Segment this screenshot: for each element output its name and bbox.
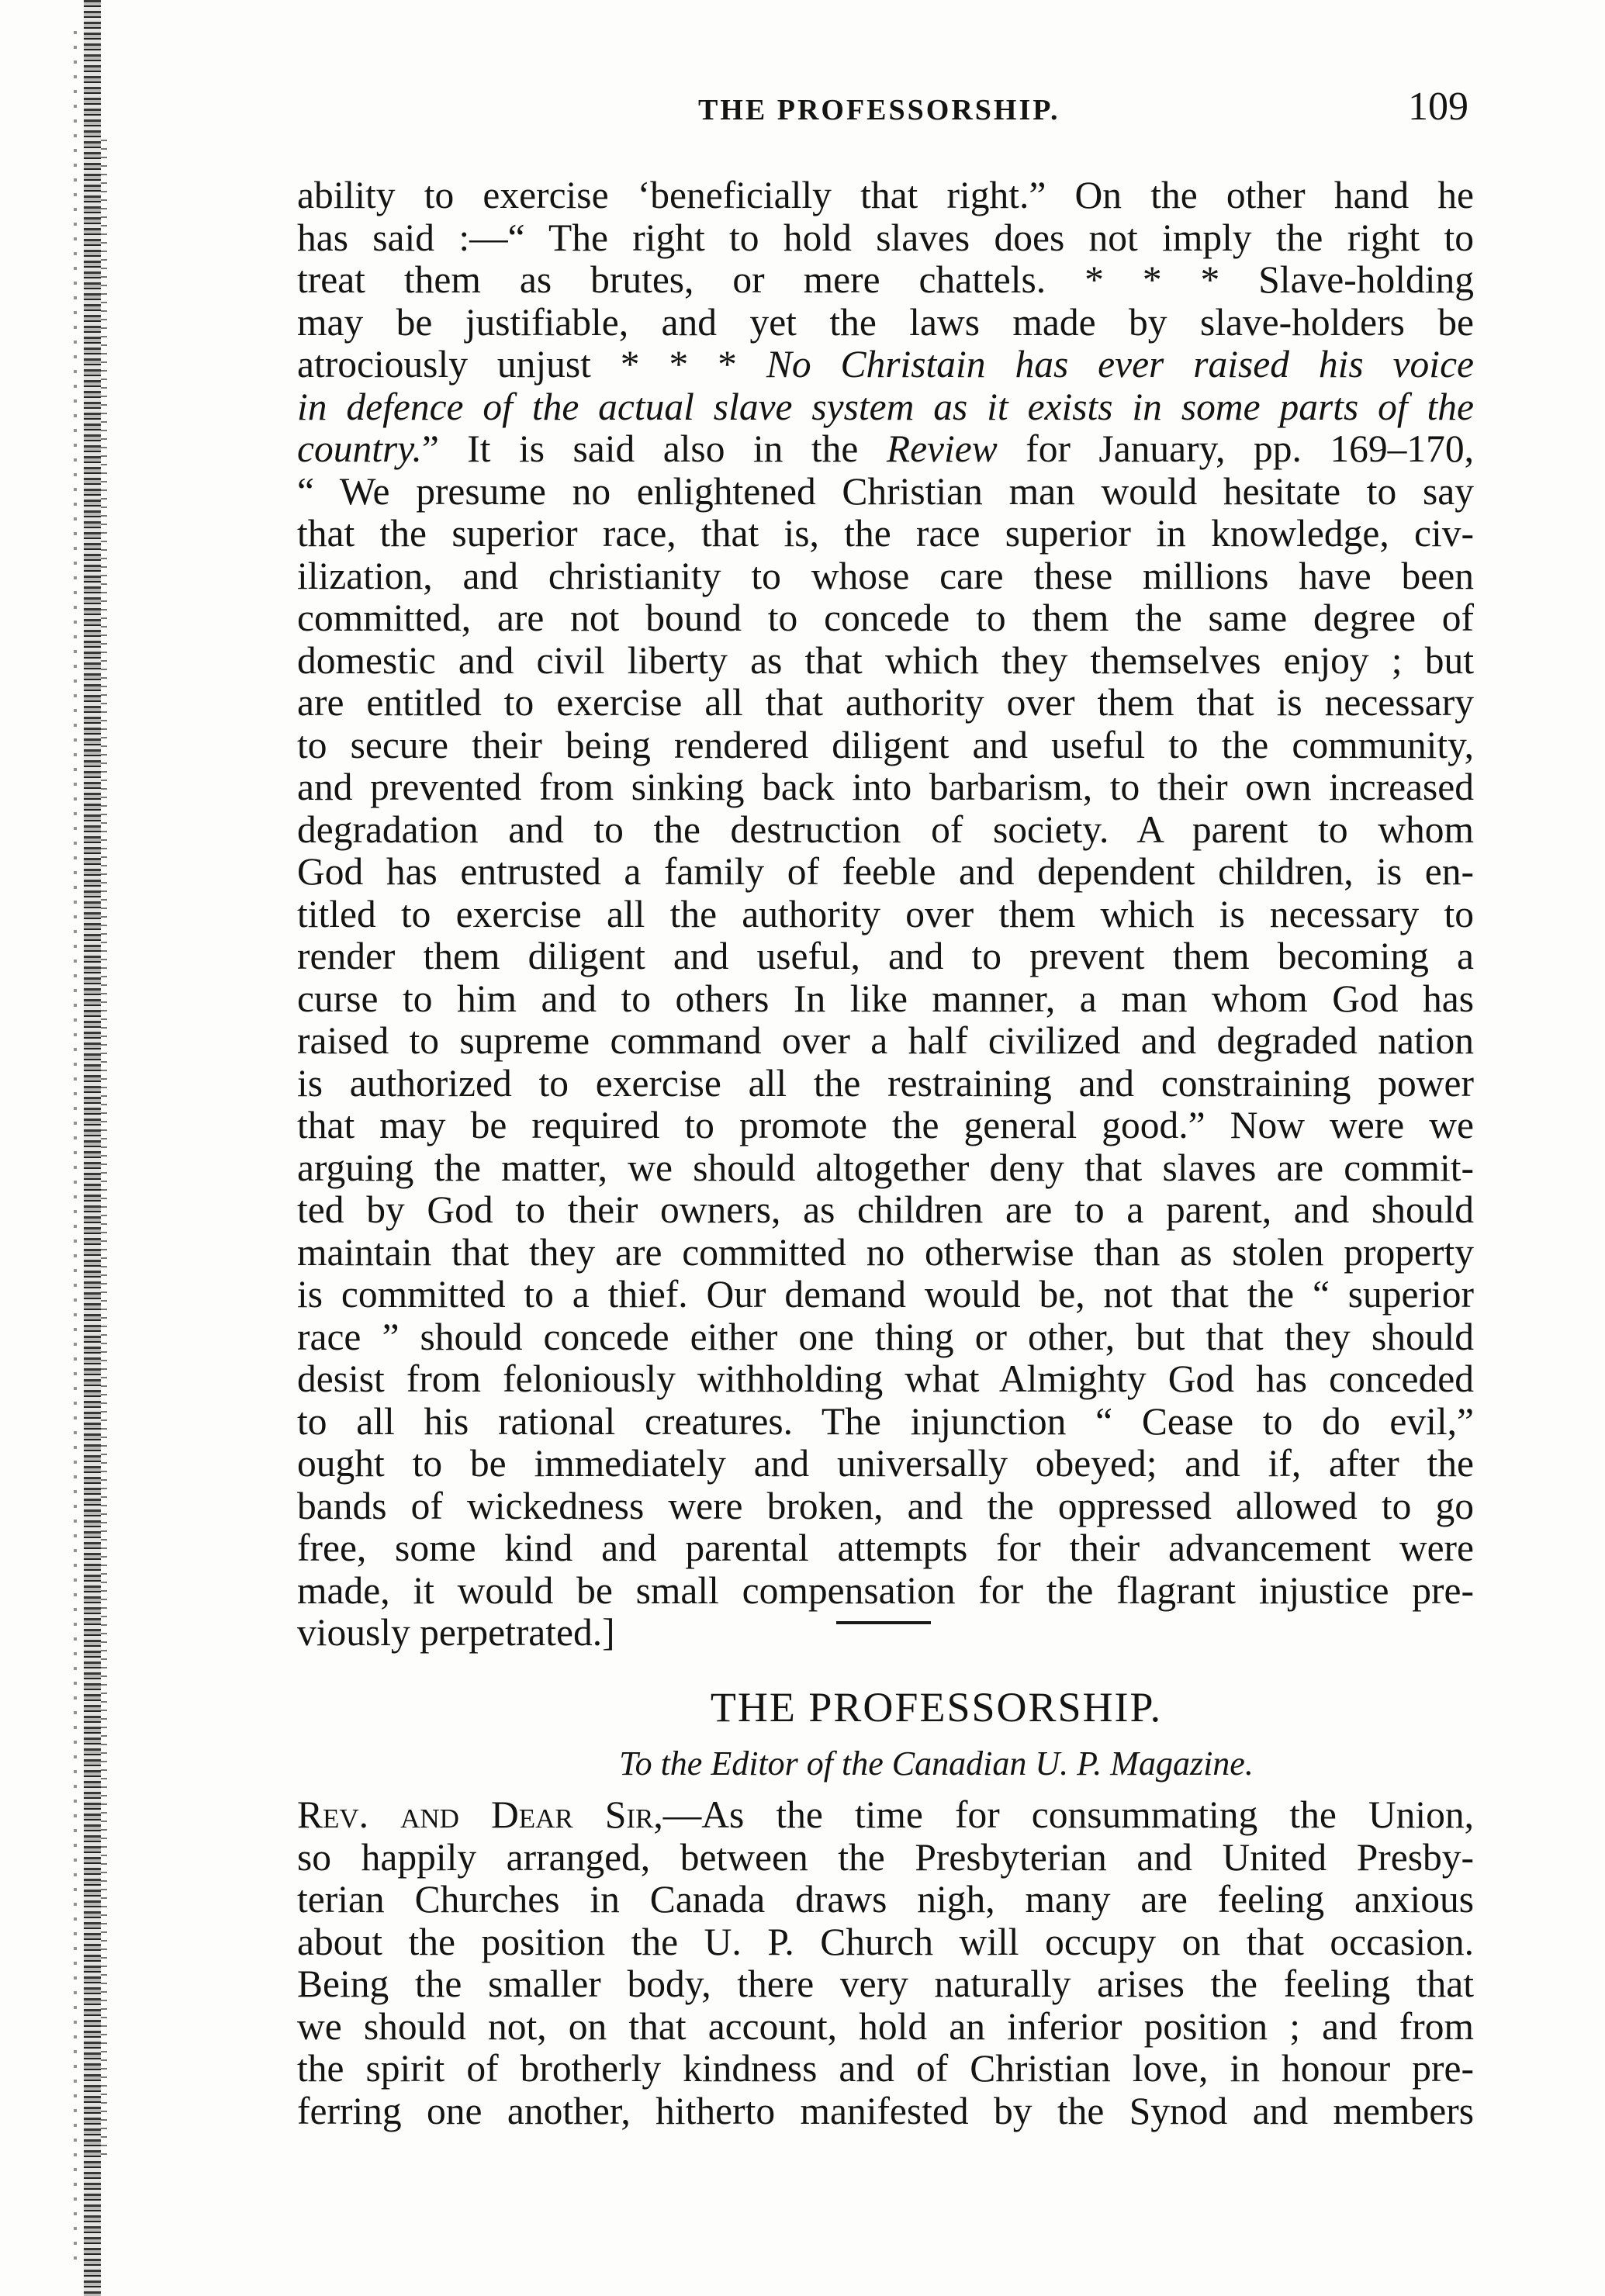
page-number: 109 bbox=[1408, 85, 1468, 129]
text-line: and prevented from sinking back into barbarism, to their own increased bbox=[297, 766, 1474, 808]
text-line: ferring one another, hitherto manifested by the Synod and members bbox=[297, 2090, 1474, 2132]
binding-shadow bbox=[74, 31, 77, 2265]
text-line: desist from feloniously withholding what Almighty God has conceded bbox=[297, 1358, 1474, 1400]
text-line: ability to exercise ‘beneficially that right.” On the other hand he bbox=[297, 175, 1474, 216]
text-line: to secure their being rendered diligent and useful to the community, bbox=[297, 724, 1474, 766]
text-line: to all his rational creatures. The injunction “ Cease to do evil,” bbox=[297, 1400, 1474, 1443]
salutation: Rev. and Dear Sir, bbox=[297, 1794, 663, 1836]
text-line: has said :—“ The right to hold slaves does not imply the right to bbox=[297, 216, 1474, 259]
text-line: ted by God to their owners, as children are to a parent, and should bbox=[297, 1189, 1474, 1231]
text-line: titled to exercise all the authority over them which is necessary to bbox=[297, 893, 1474, 935]
text-line: domestic and civil liberty as that which they themselves enjoy ; but bbox=[297, 639, 1474, 682]
binding-edge bbox=[84, 0, 101, 2296]
letter-dedication: To the Editor of the Canadian U. P. Magazine. bbox=[619, 1744, 1254, 1783]
text-line: maintain that they are committed no otherwise than as stolen property bbox=[297, 1231, 1474, 1274]
binding-edge-inner bbox=[101, 140, 107, 2156]
text-line: we should not, on that account, hold an inferior position ; and from bbox=[297, 2005, 1474, 2048]
text-line: race ” should concede either one thing or other, but that they should bbox=[297, 1316, 1474, 1358]
text-line: that may be required to promote the general good.” Now were we bbox=[297, 1105, 1474, 1146]
paragraph-slavery-quote bbox=[297, 175, 1474, 1655]
text-line: viously perpetrated.] bbox=[297, 1612, 615, 1654]
text-line: may be justifiable, and yet the laws made by slave-holders be bbox=[297, 301, 1474, 344]
text-line: in defence of the actual slave system as it exists in some parts of the bbox=[297, 386, 1474, 428]
text-line: country.” It is said also in the Review for January, pp. 169–170, bbox=[297, 428, 1474, 470]
section-title: THE PROFESSORSHIP. bbox=[710, 1684, 1163, 1731]
text-line: treat them as brutes, or mere chattels. * * * Slave-holding bbox=[297, 259, 1474, 301]
paragraph-letter bbox=[297, 1794, 1474, 2132]
text-line: free, some kind and parental attempts for their advancement were bbox=[297, 1527, 1474, 1569]
text-line: so happily arranged, between the Presbyterian and United Presby- bbox=[297, 1836, 1474, 1879]
text-line: curse to him and to others In like manner, a man whom God has bbox=[297, 977, 1474, 1020]
text-line: “ We presume no enlightened Christian man would hesitate to say bbox=[297, 470, 1474, 513]
text-line: ought to be immediately and universally obeyed; and if, after the bbox=[297, 1443, 1474, 1485]
text-line: Being the smaller body, there very naturally arises the feeling that bbox=[297, 1963, 1474, 2005]
text-line: about the position the U. P. Church will occupy on that occasion. bbox=[297, 1921, 1474, 1963]
text-line: are entitled to exercise all that authority over them that is necessary bbox=[297, 682, 1474, 724]
text-line: God has entrusted a family of feeble and dependent children, is en- bbox=[297, 851, 1474, 893]
text-line: Rev. and Dear Sir,—As the time for consummating the Union, bbox=[297, 1794, 1474, 1836]
section-divider-rule bbox=[836, 1621, 931, 1624]
text-line: degradation and to the destruction of society. A parent to whom bbox=[297, 808, 1474, 851]
text-line: atrociously unjust * * * No Christain has ever raised his voice bbox=[297, 344, 1474, 386]
text-line: the spirit of brotherly kindness and of Christian love, in honour pre- bbox=[297, 2048, 1474, 2090]
text-line: that the superior race, that is, the race superior in knowledge, civ- bbox=[297, 513, 1474, 555]
text-line: committed, are not bound to concede to them the same degree of bbox=[297, 597, 1474, 639]
text-line: made, it would be small compensation for the flagrant injustice pre- bbox=[297, 1569, 1474, 1612]
running-head: THE PROFESSORSHIP. bbox=[698, 94, 1060, 126]
text-line: is committed to a thief. Our demand would be, not that the “ superior bbox=[297, 1274, 1474, 1316]
text-line: raised to supreme command over a half civilized and degraded nation bbox=[297, 1020, 1474, 1062]
text-line: ilization, and christianity to whose care these millions have been bbox=[297, 555, 1474, 597]
text-line: is authorized to exercise all the restraining and constraining power bbox=[297, 1062, 1474, 1105]
text-line: terian Churches in Canada draws nigh, many are feeling anxious bbox=[297, 1879, 1474, 1921]
text-line: bands of wickedness were broken, and the oppressed allowed to go bbox=[297, 1485, 1474, 1527]
text-line: arguing the matter, we should altogether deny that slaves are commit- bbox=[297, 1146, 1474, 1189]
text-line: render them diligent and useful, and to prevent them becoming a bbox=[297, 935, 1474, 977]
